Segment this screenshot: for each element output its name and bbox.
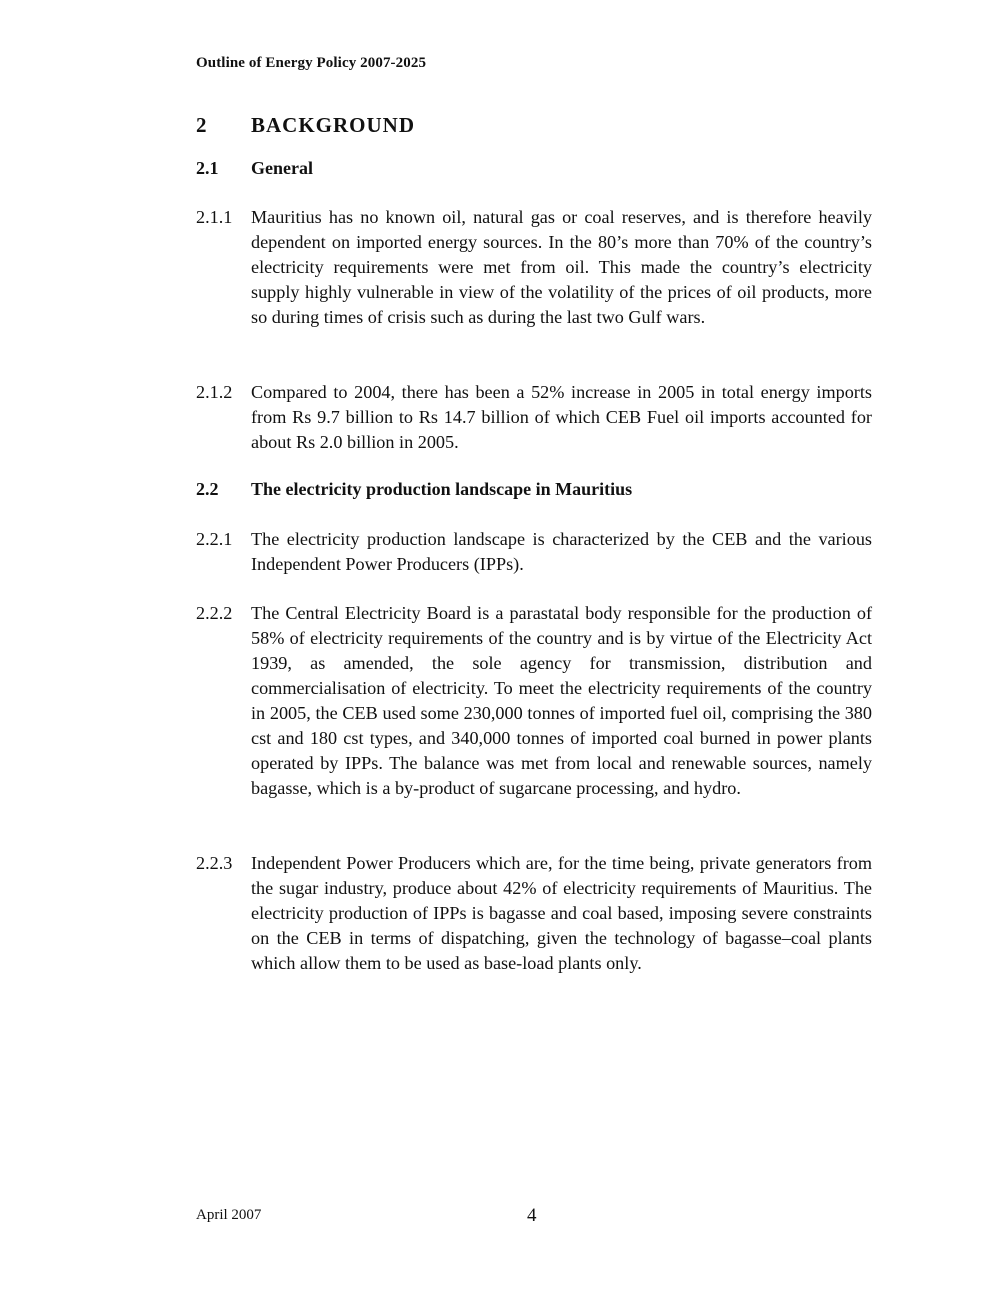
paragraph-2-2-3: [196, 851, 872, 976]
section-title: General: [251, 158, 313, 178]
paragraph-number: 2.1.2: [196, 382, 233, 402]
paragraph-text: The Central Electricity Board is a parastatal body responsible for the production of 58% of electricity requirements of the country and is by virtue of the Electricity Act 1939, as amended, the sole agency for transmission, distribution and commercialisation of electricity. To meet the electricity requirements of the country in 2005, the CEB used some 230,000 tonnes of imported fuel oil, comprising the 380 cst and 180 cst types, and 340,000 tonnes of imported coal burned in power plants operated by IPPs. The balance was met from local and renewable sources, namely bagasse, which is a by-product of sugarcane processing, and hydro.: [251, 603, 872, 798]
chapter-title: BACKGROUND: [251, 113, 416, 137]
paragraph-2-2-2: [196, 601, 872, 801]
chapter-heading: [196, 113, 415, 138]
paragraph-text: Independent Power Producers which are, for the time being, private generators from the sugar industry, produce about 42% of electricity requirements of Mauritius. The electricity production of IPPs is bagasse and coal based, imposing severe constraints on the CEB in terms of dispatching, given the technology of bagasse–coal plants which allow them to be used as base-load plants only.: [251, 853, 872, 973]
section-heading-2-2: [196, 479, 632, 500]
paragraph-2-1-1: [196, 205, 872, 330]
section-number: 2.1: [196, 158, 219, 178]
paragraph-2-1-2: [196, 380, 872, 455]
paragraph-number: 2.1.1: [196, 207, 233, 227]
page-number: 4: [527, 1205, 537, 1226]
paragraph-number: 2.2.3: [196, 853, 233, 873]
section-title: The electricity production landscape in Mauritius: [251, 479, 633, 499]
paragraph-number: 2.2.1: [196, 529, 233, 549]
paragraph-2-2-1: [196, 527, 872, 577]
section-number: 2.2: [196, 479, 219, 499]
paragraph-number: 2.2.2: [196, 603, 233, 623]
section-heading-2-1: [196, 158, 313, 179]
running-header: Outline of Energy Policy 2007-2025: [196, 55, 427, 71]
chapter-number: 2: [196, 113, 208, 137]
footer-date: April 2007: [196, 1207, 262, 1223]
paragraph-text: Compared to 2004, there has been a 52% increase in 2005 in total energy imports from Rs 9.7 billion to Rs 14.7 billion of which CEB Fuel oil imports accounted for about Rs 2.0 billion in 2005.: [251, 382, 872, 452]
paragraph-text: The electricity production landscape is characterized by the CEB and the various Independent Power Producers (IPPs).: [251, 529, 872, 574]
paragraph-text: Mauritius has no known oil, natural gas or coal reserves, and is therefore heavily dependent on imported energy sources. In the 80’s more than 70% of the country’s electricity requirements were met from oil. This made the country’s electricity supply highly vulnerable in view of the volatility of the prices of oil products, more so during times of crisis such as during the last two Gulf wars.: [251, 207, 872, 327]
